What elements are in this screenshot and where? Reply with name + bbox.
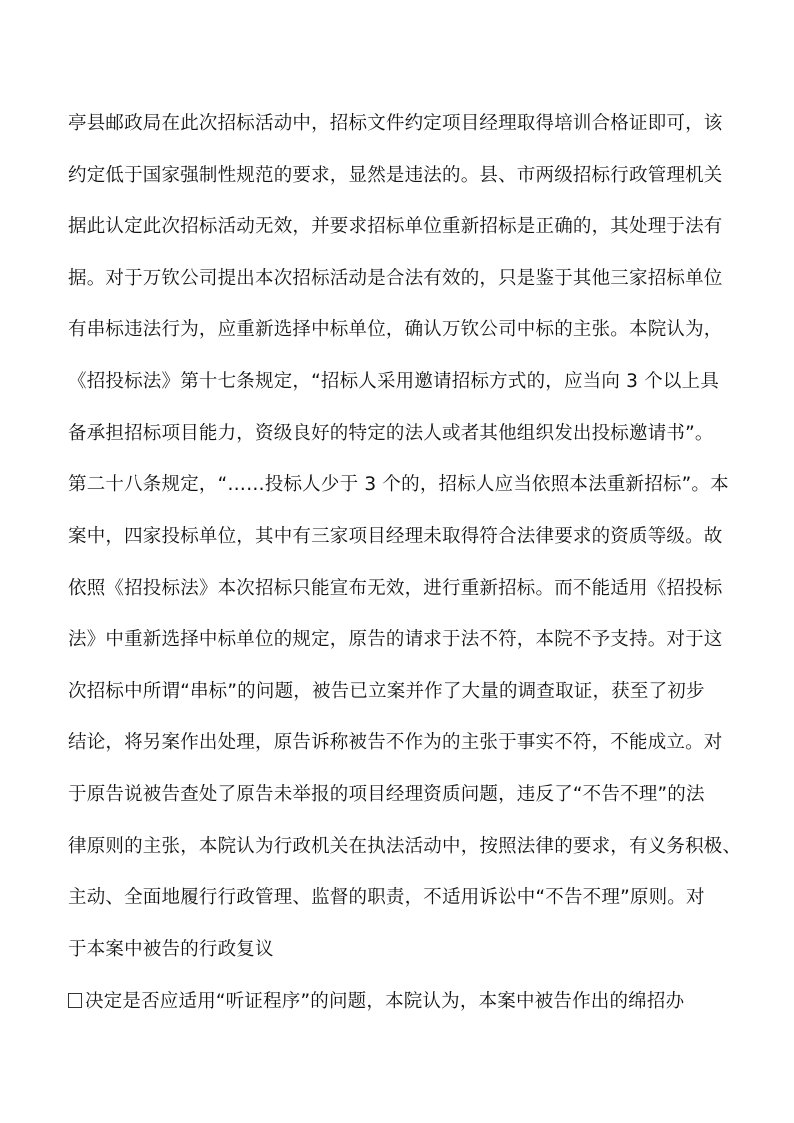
body-line-5: 有串标违法行为，应重新选择中标单位，确认万钦公司中标的主张。本院认为， bbox=[68, 319, 723, 340]
body-line-18 bbox=[68, 991, 748, 1013]
body-line-14: 于原告说被告查处了原告未举报的项目经理资质问题，违反了“不告不理”的法 bbox=[68, 784, 705, 805]
body-line-8: 第二十八条规定，“……投标人少于 3 个的，招标人应当依照本法重新招标”。本 bbox=[68, 474, 729, 495]
body-line-17: 于本案中被告的行政复议 bbox=[68, 939, 274, 960]
checkbox-icon bbox=[68, 993, 82, 1008]
body-line-16: 主动、全面地履行行政管理、监督的职责，不适用诉讼中“不告不理”原则。对 bbox=[68, 887, 705, 908]
body-line-12: 次招标中所谓“串标”的问题，被告已立案并作了大量的调查取证，获至了初步 bbox=[68, 681, 705, 702]
body-line-7: 备承担招标项目能力，资级良好的特定的法人或者其他组织发出投标邀请书”。 bbox=[68, 423, 714, 444]
body-line-10: 依照《招投标法》本次招标只能宣布无效，进行重新招标。而不能适用《招投标 bbox=[68, 578, 723, 599]
body-line-18-text: 决定是否应适用“听证程序”的问题，本院认为，本案中被告作出的绵招办 bbox=[85, 991, 685, 1012]
body-line-6: 《招投标法》第十七条规定，“招标人采用邀请招标方式的，应当向 3 个以上具 bbox=[68, 371, 720, 392]
body-line-9: 案中，四家投标单位，其中有三家项目经理未取得符合法律要求的资质等级。故 bbox=[68, 526, 723, 547]
body-line-4: 据。对于万钦公司提出本次招标活动是合法有效的，只是鉴于其他三家招标单位 bbox=[68, 268, 723, 289]
body-line-1: 亭县邮政局在此次招标活动中，招标文件约定项目经理取得培训合格证即可，该 bbox=[68, 113, 723, 134]
body-line-13: 结论，将另案作出处理，原告诉称被告不作为的主张于事实不符，不能成立。对 bbox=[68, 732, 723, 753]
body-line-15: 律原则的主张，本院认为行政机关在执法活动中，按照法律的要求，有义务积极、 bbox=[68, 836, 742, 857]
body-line-2: 约定低于国家强制性规范的要求，显然是违法的。县、市两级招标行政管理机关 bbox=[68, 165, 723, 186]
body-line-11: 法》中重新选择中标单位的规定，原告的请求于法不符，本院不予支持。对于这 bbox=[68, 629, 723, 650]
body-line-3: 据此认定此次招标活动无效，并要求招标单位重新招标是正确的，其处理于法有 bbox=[68, 216, 723, 237]
